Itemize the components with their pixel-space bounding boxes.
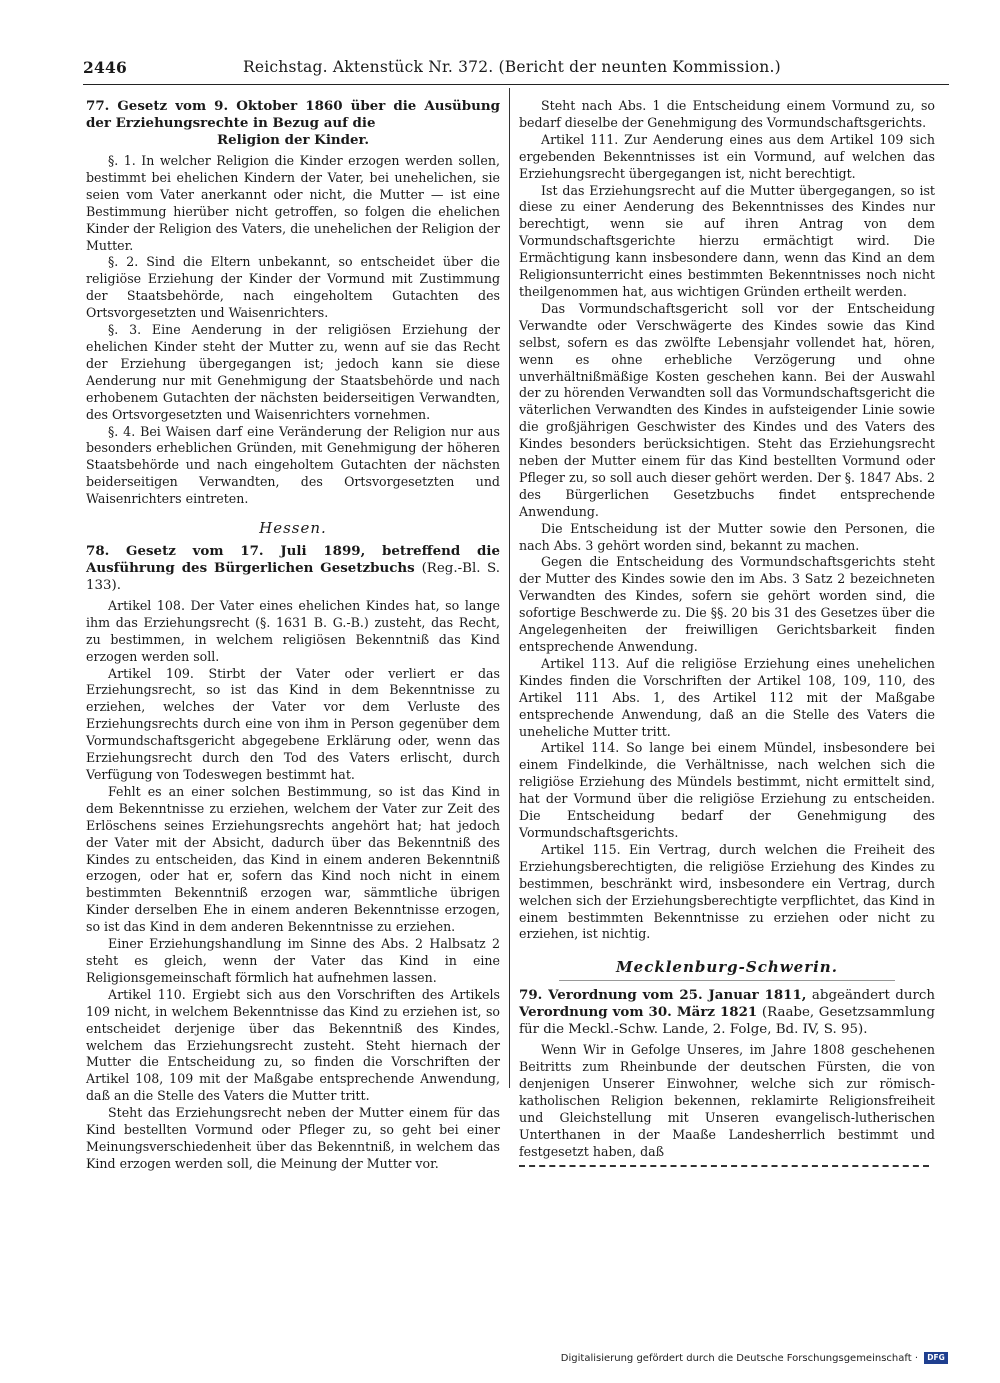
paragraph-77-3: §. 3. Eine Aenderung in der religiösen Erziehung der ehelichen Kinder steht der Mutter zu, wenn auf sie das Recht der Erziehung übergegangen ist; jedoch kann sie diese Aenderung nur mit Genehmigung der Staatsbehörde und nach erhobenem Gutachten der nächsten beiderseitigen Verwandten, des Ortsvorgesetzten und Waisenrichters vornehmen. — [86, 322, 500, 422]
section-79-title — [519, 987, 935, 1038]
section-77-title-last: Religion der Kinder. — [216, 132, 370, 148]
article-114: Artikel 114. So lange bei einem Mündel, insbesondere bei einem Findelkinde, die Verhältnisse, nach welchen sich die religiöse Erziehung des Mündels bestimmt, nicht ermittelt sind, hat der Vormund über die religiöse Erziehung zu entscheiden. Die Entscheidung bedarf der Genehmigung des Vormundschaftsgerichts. — [519, 740, 935, 840]
section-79-title-a: 79. Verordnung vom 25. Januar 1811, — [519, 987, 807, 1004]
article-111-para-2: Ist das Erziehungsrecht auf die Mutter übergegangen, so ist diese zu einer Aenderung des Bekenntnisses des Kindes nur berechtigt, wenn sie auf ihren Antrag von dem Vormundschaftsgerichte hierzu ermächtigt wird. Die Ermächtigung kann insbesondere dann, wenn das Kind an dem Religionsunterricht eines bestimmten Bekenntnisses noch nicht theilgenommen hat, aus wichtigen Gründen ertheilt werden. — [519, 182, 935, 299]
paragraph-79-1: Wenn Wir in Gefolge Unseres, im Jahre 1808 geschehenen Beitritts zum Rheinbunde der deutschen Fürsten, die von denjenigen Unserer Einwohner, welche sich zur römisch-katholischen Religion bekennen, reklamirte Religionsfreiheit und Gleichstellung mit Unseren evangelisch-lutherischen Unterthanen in der Maaße Landesherrlich bestimmt und festgesetzt haben, daß — [519, 1042, 935, 1159]
section-78-title — [86, 543, 500, 594]
dashed-rule — [519, 1165, 929, 1167]
article-109-para-2: Fehlt es an einer solchen Bestimmung, so ist das Kind in dem Bekenntnisse zu erziehen, welchem der Vater zur Zeit des Erlöschens seines Erziehungsrechts angehört hat; hat jedoch der Vater mit der Absicht, dadurch über das Bekenntniß des Kindes zu entscheiden, das Kind in einem anderen Bekenntniß erzogen, oder hat er, sofern das Kind noch nicht in einem bestimmten Bekenntniß erzogen war, sämmtliche übrigen Kinder derselben Ehe in einem anderen Bekenntnisse erzogen, so ist das Kind in dem anderen Bekenntnisse zu erziehen. — [86, 783, 500, 935]
article-109: Artikel 109. Stirbt der Vater oder verliert er das Erziehungsrecht, so ist das Kind in dem Bekenntnisse zu erziehen, welches der Vater vor dem Verluste des Erziehungsrechts durch eine von ihm in Person gegenüber dem Vormundschaftsgericht abgegebene Erklärung oder, wenn das Erziehungsrecht durch den Tod des Vaters erlischt, durch Verfügung von Todeswegen bestimmt hat. — [86, 665, 500, 782]
section-77-title — [86, 98, 500, 149]
left-column — [86, 98, 500, 1173]
paragraph-77-2: §. 2. Sind die Eltern unbekannt, so entscheidet über die religiöse Erziehung der Kinder der Vormund mit Zustimmung der Staatsbehörde, nach eingeholtem Gutachten des Ortsvorgesetzten und Waisenrichters. — [86, 254, 500, 321]
article-115: Artikel 115. Ein Vertrag, durch welchen die Freiheit des Erziehungsberechtigten, die religiöse Erziehung des Kindes zu bestimmen, beschränkt wird, insbesondere ein Vertrag, durch welchen sich der Erziehungsberechtigte verpflichtet, das Kind in einem bestimmten Bekenntnisse zu erziehen oder nicht zu erziehen, ist nichtig. — [519, 841, 935, 942]
section-79-title-d: (Raabe, Gesetzsammlung für die Meckl.-Schw. Lande, 2. Folge, Bd. IV, S. 95). — [519, 1005, 935, 1038]
article-110-para-2: Steht das Erziehungsrecht neben der Mutter einem für das Kind bestellten Vormund oder Pfleger zu, so geht bei einer Meinungsverschiedenheit über das Bekenntniß, in welchem das Kind erzogen werden soll, die Meinung der Mutter vor. — [86, 1105, 500, 1171]
state-heading-mecklenburg: Mecklenburg-Schwerin. — [559, 959, 895, 981]
running-title: Reichstag. Aktenstück Nr. 372. (Bericht der neunten Kommission.) — [243, 58, 781, 76]
section-78-title-text: 78. Gesetz vom 17. Juli 1899, betreffend die Ausführung des Bürgerlichen Gesetzbuchs — [86, 542, 500, 576]
article-109-para-3: Einer Erziehungshandlung im Sinne des Abs. 2 Halbsatz 2 steht es gleich, wenn der Vater das Kind in eine Religionsgemeinschaft förmlich hat aufnehmen lassen. — [86, 936, 500, 985]
article-111-para-3: Das Vormundschaftsgericht soll vor der Entscheidung Verwandte oder Verschwägerte des Kindes sowie das Kind selbst, sofern es das zwölfte Lebensjahr vollendet hat, hören, wenn es ohne erhebliche Verzögerung und ohne unverhältnißmäßige Kosten geschehen kann. Bei der Auswahl der zu hörenden Verwandten soll das Vormundschaftsgericht die väterlichen Verwandten des Kindes in aufsteigender Linie sowie die großjährigen Geschwister des Kindes und des Vaters des Kindes besonders berücksichtigen. Steht das Erziehungsrecht neben der Mutter einem für das Kind bestellten Vormund oder Pfleger zu, so soll auch dieser gehört werden. Der §. 1847 Abs. 2 des Bürgerlichen Gesetzbuchs findet entsprechende Anwendung. — [519, 300, 935, 519]
footer — [561, 1352, 948, 1364]
right-column — [519, 98, 935, 1167]
article-111-para-5: Gegen die Entscheidung des Vormundschaftsgerichts steht der Mutter des Kindes sowie den im Abs. 3 Satz 2 bezeichneten Verwandten des Kindes, sofern sie gehört worden sind, die sofortige Beschwerde zu. Die §§. 20 bis 31 des Gesetzes über die Angelegenheiten der freiwilligen Gerichtsbarkeit finden entsprechende Anwendung. — [519, 554, 935, 654]
paragraph-77-1: §. 1. In welcher Religion die Kinder erzogen werden sollen, bestimmt bei ehelichen Kindern der Vater, bei unehelichen, sie seien vom Vater anerkannt oder nicht, die Mutter — ist eine Bestimmung hierüber nicht getroffen, so folgen die ehelichen Kinder der Religion des Vaters, die unehelichen der Religion der Mutter. — [86, 153, 500, 253]
page-number: 2446 — [83, 58, 127, 77]
article-108: Artikel 108. Der Vater eines ehelichen Kindes hat, so lange ihm das Erziehungsrecht (§. 1631 B. G.-B.) zusteht, das Recht, zu bestimmen, in welchem religiösen Bekenntniß das Kind erzogen werden soll. — [86, 597, 500, 664]
header-rule — [83, 84, 949, 85]
article-111: Artikel 111. Zur Aenderung eines aus dem Artikel 109 sich ergebenden Bekenntnisses ist ein Vormund, auf welchen das Erziehungsrecht übergegangen ist, nicht berechtigt. — [519, 131, 935, 181]
paragraph-r1: Steht nach Abs. 1 die Entscheidung einem Vormund zu, so bedarf dieselbe der Genehmigung des Vormundschaftsgerichts. — [519, 98, 935, 130]
paragraph-77-4: §. 4. Bei Waisen darf eine Veränderung der Religion nur aus besonders erheblichen Gründen, mit Genehmigung der höheren Staatsbehörde und nach eingeholtem Gutachten der nächsten beiderseitigen Verwandten, des Ortsvorgesetzten und Waisenrichters eintreten. — [86, 423, 500, 507]
section-79-title-b: abgeändert durch — [811, 988, 935, 1004]
state-heading-hessen: Hessen. — [259, 519, 327, 538]
article-113: Artikel 113. Auf die religiöse Erziehung eines unehelichen Kindes finden die Vorschriften der Artikel 108, 109, 110, des Artikel 111 Abs. 1, des Artikel 112 mit der Maßgabe entsprechende Anwendung, daß an die Stelle des Vaters die uneheliche Mutter tritt. — [519, 655, 935, 739]
section-77-title-text: 77. Gesetz vom 9. Oktober 1860 über die Ausübung der Erziehungsrechte in Bezug auf die — [86, 98, 500, 131]
article-110: Artikel 110. Ergiebt sich aus den Vorschriften des Artikels 109 nicht, in welchem Bekenntnisse das Kind zu erziehen ist, so entscheidet derjenige über das Bekenntniß des Kindes, welchem das Erziehungsrecht zusteht. Steht hiernach der Mutter die Entscheidung zu, so finden die Vorschriften der Artikel 108, 109 mit der Maßgabe entsprechende Anwendung, daß an die Stelle des Vaters die Mutter tritt. — [86, 986, 500, 1104]
article-111-para-4: Die Entscheidung ist der Mutter sowie den Personen, die nach Abs. 3 gehört worden sind, bekannt zu machen. — [519, 520, 935, 553]
dfg-logo-icon: DFG — [924, 1352, 948, 1364]
column-divider — [509, 88, 510, 1088]
footer-text: Digitalisierung gefördert durch die Deutsche Forschungsgemeinschaft · — [560, 1352, 918, 1364]
section-78-title-ref: (Reg.-Bl. S. 133). — [86, 560, 500, 593]
section-79-title-c: Verordnung vom 30. März 1821 — [519, 1004, 758, 1021]
